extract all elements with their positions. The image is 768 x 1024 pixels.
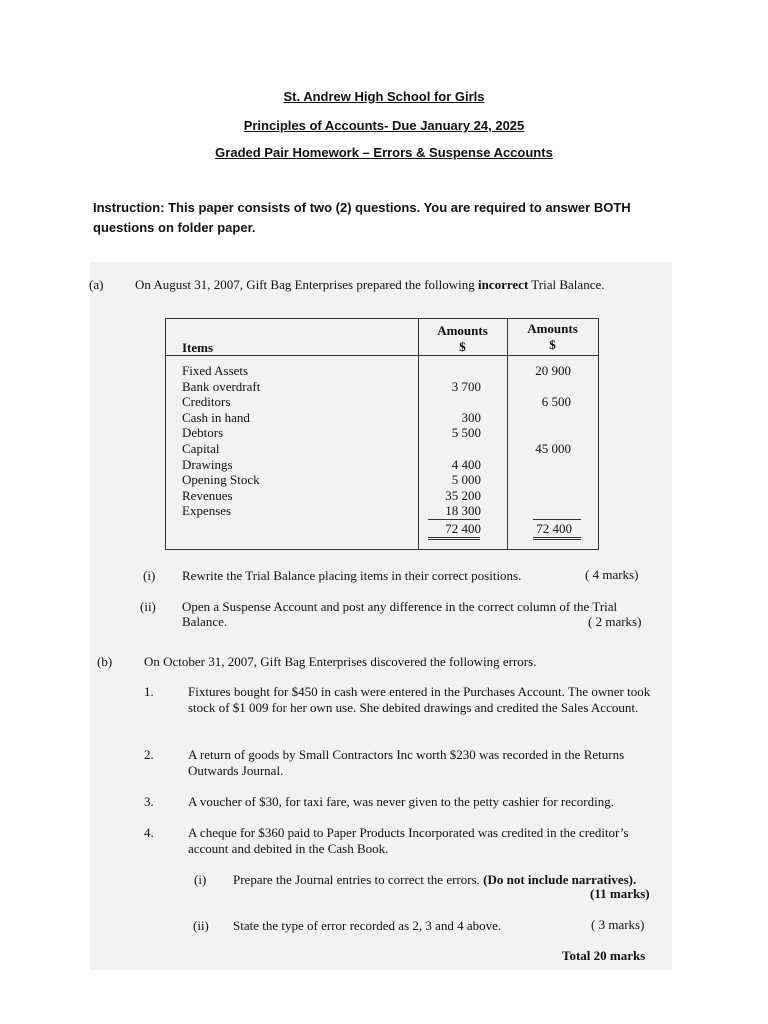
part-a-intro-end: Trial Balance. xyxy=(528,277,605,292)
a-q2-text: Open a Suspense Account and post any difference in the correct column of the Trial Balance. xyxy=(182,599,618,629)
trial-balance-table xyxy=(165,318,599,550)
total-marks: Total 20 marks xyxy=(562,948,646,963)
subtotal-rule xyxy=(533,519,581,520)
assignment-title: Graded Pair Homework – Errors & Suspense Accounts xyxy=(215,145,553,160)
b-q2-text: State the type of error recorded as 2, 3 and 4 above. xyxy=(233,918,502,933)
total-debit: 72 400 xyxy=(445,521,481,536)
total-double-rule xyxy=(533,537,581,540)
part-a-intro-bold: incorrect xyxy=(478,277,529,292)
part-a-intro xyxy=(135,277,604,293)
table-item-name: Opening Stock xyxy=(182,472,260,488)
part-a-label: (a) xyxy=(89,277,104,292)
a-q2-marks: ( 2 marks) xyxy=(588,614,642,629)
error-number: 4. xyxy=(144,825,154,840)
credit-amount: 6 500 xyxy=(541,394,571,410)
table-item-name: Cash in hand xyxy=(182,409,250,425)
a-q1-marks: ( 4 marks) xyxy=(585,567,639,582)
total-double-rule xyxy=(428,537,480,540)
error-text: Fixtures bought for $450 in cash were entered in the Purchases Account. The owner took stock of $1 009 for her own use. She debited drawings and credited the Sales Account. xyxy=(188,684,651,715)
debit-amount: 5 000 xyxy=(451,472,481,488)
table-item-name: Bank overdraft xyxy=(182,378,261,394)
error-number: 2. xyxy=(144,747,154,762)
col-debit-currency: $ xyxy=(459,339,466,354)
b-q2-marks: ( 3 marks) xyxy=(591,917,645,932)
b-q1-text-bold: (Do not include narratives). xyxy=(483,872,637,887)
table-item-name: Fixed Assets xyxy=(182,363,249,378)
table-item-name: Revenues xyxy=(182,487,233,503)
b-q1-text-main: Prepare the Journal entries to correct the errors. xyxy=(233,872,484,887)
col-credit-header: Amounts xyxy=(527,321,578,336)
error-text: A voucher of $30, for taxi fare, was never given to the petty cashier for recording. xyxy=(188,794,614,809)
col-credit-currency: $ xyxy=(549,337,556,352)
credit-amount: 20 900 xyxy=(535,363,571,378)
table-item-name: Drawings xyxy=(182,456,233,472)
col-items-header: Items xyxy=(182,340,214,355)
b-q1-number: (i) xyxy=(194,872,207,887)
part-a-intro-text: On August 31, 2007, Gift Bag Enterprises prepared the following xyxy=(135,277,478,292)
debit-amount: 35 200 xyxy=(445,487,481,503)
table-item-name: Expenses xyxy=(182,503,232,519)
credit-amount: 45 000 xyxy=(535,441,571,456)
debit-amount: 18 300 xyxy=(445,503,481,519)
part-b-intro: On October 31, 2007, Gift Bag Enterprises discovered the following errors. xyxy=(144,654,537,669)
debit-amount: 4 400 xyxy=(451,456,481,472)
school-name: St. Andrew High School for Girls xyxy=(283,89,485,104)
error-text: A cheque for $360 paid to Paper Products Incorporated was credited in the creditor’s account and debited in the Cash Book. xyxy=(188,825,629,856)
table-item-name: Creditors xyxy=(182,394,231,410)
error-number: 1. xyxy=(144,684,154,699)
debit-amount: 3 700 xyxy=(451,378,481,394)
error-number: 3. xyxy=(144,794,154,809)
subject-title: Principles of Accounts- Due January 24, 2025 xyxy=(243,118,525,133)
total-credit: 72 400 xyxy=(536,521,572,536)
subtotal-rule xyxy=(428,519,480,520)
table-item-name: Capital xyxy=(182,441,220,456)
col-debit-header: Amounts xyxy=(437,323,488,338)
table-item-name: Debtors xyxy=(182,425,224,441)
debit-amount: 5 500 xyxy=(451,425,481,441)
a-q1-text: Rewrite the Trial Balance placing items in their correct positions. xyxy=(182,568,522,583)
instruction-text: Instruction: This paper consists of two (2) questions. You are required to answer BOTH questions on folder paper. xyxy=(93,200,631,235)
error-text: A return of goods by Small Contractors Inc worth $230 was recorded in the Returns Outwards Journal. xyxy=(188,747,625,778)
a-q1-number: (i) xyxy=(143,568,156,583)
b-q1-text xyxy=(233,872,636,888)
part-b-label: (b) xyxy=(97,654,113,669)
b-q2-number: (ii) xyxy=(193,918,209,933)
a-q2-number: (ii) xyxy=(140,599,156,614)
table-divider xyxy=(507,319,508,549)
b-q1-marks: (11 marks) xyxy=(590,886,650,901)
debit-amount: 300 xyxy=(461,409,481,425)
